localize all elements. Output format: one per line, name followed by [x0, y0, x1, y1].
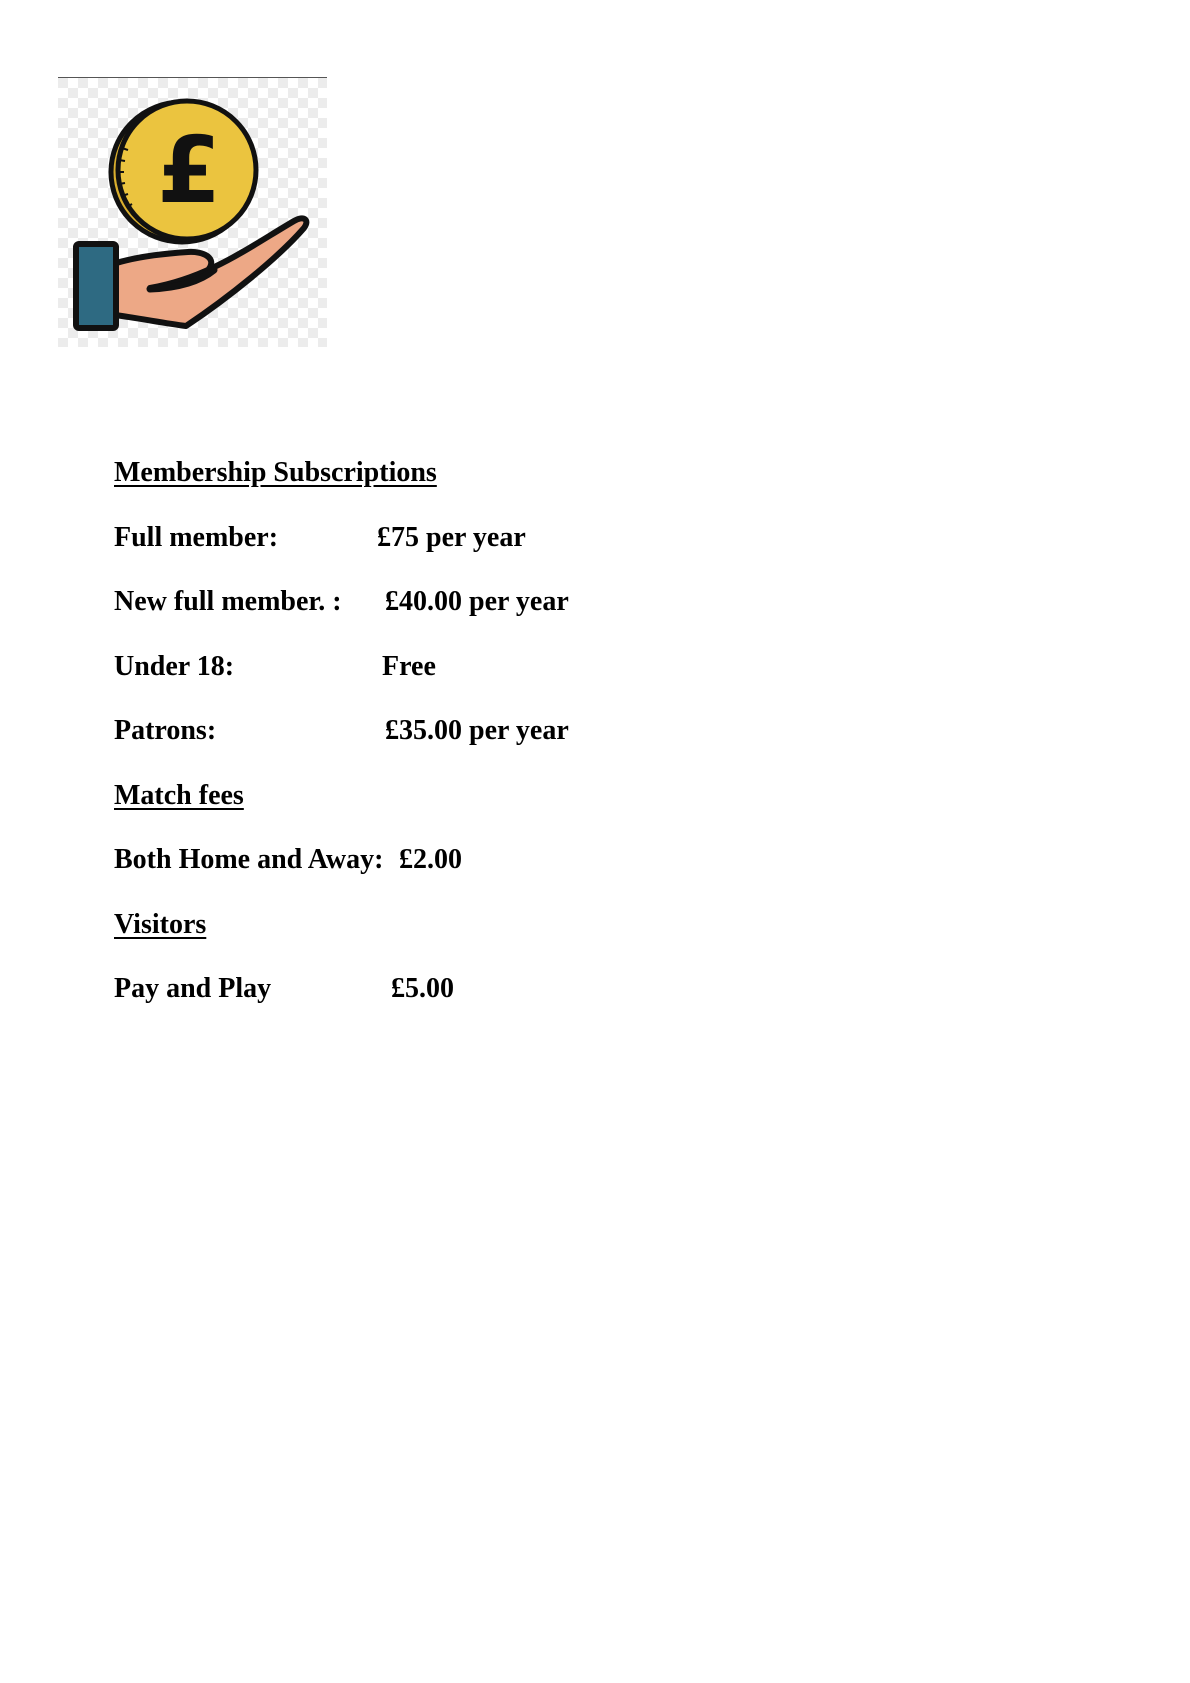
- fee-label: New full member. :: [114, 586, 342, 617]
- fee-value: £2.00: [399, 844, 462, 875]
- fee-label: Under 18:: [114, 650, 235, 682]
- fee-row-patrons: [114, 711, 1014, 776]
- fee-label: Pay and Play: [114, 973, 272, 1004]
- visitors-section: [114, 905, 1014, 970]
- fee-value: £75 per year: [377, 521, 526, 553]
- fee-row-full-member: [114, 518, 1014, 583]
- fee-row-match-fees: [114, 840, 1014, 905]
- fee-label: Patrons:: [114, 715, 217, 746]
- hand-holding-pound-coin-icon: [58, 78, 327, 347]
- fee-row-new-full-member: [114, 582, 1014, 647]
- fee-label: Both Home and Away:: [114, 844, 384, 875]
- membership-heading: Membership Subscriptions: [114, 457, 437, 488]
- logo-pound-symbol: £: [156, 117, 222, 224]
- fees-document: [114, 453, 1014, 1034]
- fee-value: Free: [382, 650, 436, 682]
- fee-label: Full member:: [114, 521, 279, 553]
- fee-row-pay-and-play: [114, 969, 1014, 1034]
- fee-row-under-18: [114, 647, 1014, 712]
- visitors-heading: Visitors: [114, 908, 207, 940]
- membership-section: [114, 453, 1014, 518]
- fee-value: £40.00 per year: [385, 586, 569, 617]
- fee-value: £5.00: [391, 973, 454, 1004]
- match-fees-section: [114, 776, 1014, 841]
- match-fees-heading: Match fees: [114, 779, 244, 811]
- fee-value: £35.00 per year: [385, 715, 569, 746]
